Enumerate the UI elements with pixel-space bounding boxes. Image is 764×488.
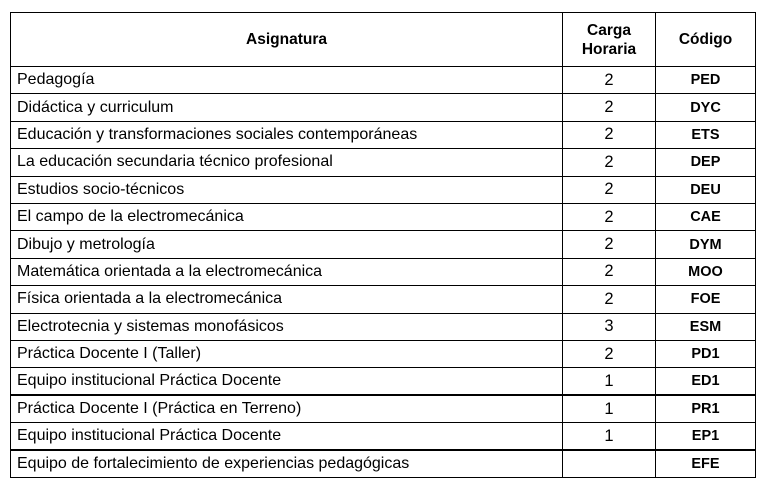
cell-code: ETS: [656, 121, 756, 148]
cell-code: PR1: [656, 395, 756, 422]
cell-hours: 3: [563, 313, 656, 340]
cell-code: MOO: [656, 258, 756, 285]
table-row: [11, 67, 756, 94]
table-row: [11, 94, 756, 121]
cell-subject: Electrotecnia y sistemas monofásicos: [11, 313, 563, 340]
cell-hours: 1: [563, 368, 656, 395]
subjects-table: [10, 12, 756, 478]
cell-subject: Física orientada a la electromecánica: [11, 286, 563, 313]
header-hours-line2: Horaria: [581, 40, 637, 58]
table-body: [11, 67, 756, 478]
table-row: [11, 286, 756, 313]
cell-subject: Equipo institucional Práctica Docente: [11, 423, 563, 450]
cell-hours: 1: [563, 423, 656, 450]
cell-code: FOE: [656, 286, 756, 313]
header-row: [11, 13, 756, 67]
table-row: [11, 450, 756, 477]
table-header: [11, 13, 756, 67]
cell-subject: El campo de la electromecánica: [11, 203, 563, 230]
cell-code: EFE: [656, 450, 756, 477]
cell-hours: 2: [563, 340, 656, 367]
cell-code: EP1: [656, 423, 756, 450]
table-row: [11, 395, 756, 422]
cell-subject: Práctica Docente I (Taller): [11, 340, 563, 367]
table-row: [11, 368, 756, 395]
cell-subject: Educación y transformaciones sociales contemporáneas: [11, 121, 563, 148]
header-hours-line1: Carga: [587, 21, 631, 39]
cell-hours: 2: [563, 149, 656, 176]
cell-subject: Práctica Docente I (Práctica en Terreno): [11, 395, 563, 422]
cell-code: DEU: [656, 176, 756, 203]
cell-hours: 2: [563, 94, 656, 121]
cell-hours: 2: [563, 67, 656, 94]
header-code: Código: [656, 13, 756, 67]
subjects-table-container: [10, 12, 755, 478]
table-row: [11, 176, 756, 203]
cell-code: DYM: [656, 231, 756, 258]
cell-hours: 2: [563, 203, 656, 230]
table-row: [11, 258, 756, 285]
table-row: [11, 149, 756, 176]
cell-code: PED: [656, 67, 756, 94]
table-row: [11, 121, 756, 148]
cell-subject: Didáctica y curriculum: [11, 94, 563, 121]
cell-subject: Equipo de fortalecimiento de experiencias pedagógicas: [11, 450, 563, 477]
table-row: [11, 313, 756, 340]
cell-code: ED1: [656, 368, 756, 395]
table-row: [11, 231, 756, 258]
cell-subject: Pedagogía: [11, 67, 563, 94]
cell-hours: 2: [563, 176, 656, 203]
cell-subject: Matemática orientada a la electromecánica: [11, 258, 563, 285]
cell-code: CAE: [656, 203, 756, 230]
cell-hours: 2: [563, 258, 656, 285]
cell-hours: 2: [563, 231, 656, 258]
cell-code: DEP: [656, 149, 756, 176]
cell-hours: 1: [563, 395, 656, 422]
table-row: [11, 340, 756, 367]
cell-subject: Estudios socio-técnicos: [11, 176, 563, 203]
header-subject: Asignatura: [11, 13, 563, 67]
cell-subject: Dibujo y metrología: [11, 231, 563, 258]
cell-hours: [563, 450, 656, 477]
cell-code: ESM: [656, 313, 756, 340]
table-row: [11, 203, 756, 230]
table-row: [11, 423, 756, 450]
cell-subject: La educación secundaria técnico profesional: [11, 149, 563, 176]
cell-code: DYC: [656, 94, 756, 121]
cell-hours: 2: [563, 286, 656, 313]
cell-hours: 2: [563, 121, 656, 148]
cell-code: PD1: [656, 340, 756, 367]
cell-subject: Equipo institucional Práctica Docente: [11, 368, 563, 395]
header-hours: [563, 13, 656, 67]
